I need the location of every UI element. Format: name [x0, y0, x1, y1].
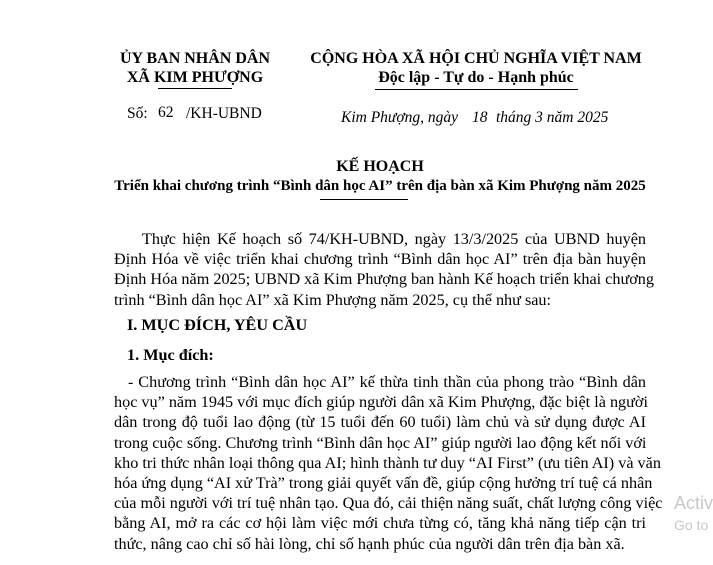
- document-number-label: Số:: [127, 105, 148, 122]
- date-day: 18: [472, 109, 488, 126]
- intro-line: Thực hiện Kế hoạch số 74/KH-UBND, ngày 13/3/2025 của UBND huyện: [142, 230, 646, 248]
- intro-line: Định Hóa năm 2025; UBND xã Kim Phượng ban hành Kế hoạch triển khai chương: [114, 270, 654, 289]
- body-line: học vụ” năm 1945 với mục đích giúp người dân xã Kim Phượng, đặc biệt là người: [114, 393, 648, 412]
- activation-watermark-hint: Go to: [674, 517, 709, 533]
- body-line: thức, nâng cao chỉ số hài lòng, chỉ số hạnh phúc của người dân trên địa bàn xã.: [114, 534, 625, 553]
- date-rest: tháng 3 năm 2025: [496, 109, 609, 126]
- document-number: 62: [158, 104, 174, 121]
- body-line: bằng AI, mở ra các cơ hội làm việc mới chưa từng có, tăng khả năng tiếp cận tri: [114, 514, 646, 533]
- motto-underline: [375, 89, 578, 90]
- intro-line: Định Hóa về việc triển khai chương trình “Bình dân học AI” trên địa bàn huyện: [114, 250, 646, 269]
- purpose-paragraph: [114, 372, 663, 554]
- body-line: dân trong độ tuổi lao động (từ 15 tuổi đến 60 tuổi) làm chủ và sử dụng được AI: [114, 413, 646, 432]
- intro-paragraph: [114, 229, 654, 310]
- agency-name: ỦY BAN NHÂN DÂN: [119, 50, 271, 67]
- commune-name: XÃ KIM PHƯỢNG: [126, 69, 264, 86]
- date-prefix: Kim Phượng, ngày: [341, 109, 459, 126]
- agency-underline: [158, 88, 232, 89]
- body-line: của mỗi người với trí tuệ nhân tạo. Qua đó, cải thiện năng suất, chất lượng công việc: [114, 494, 663, 513]
- section-heading: I. MỤC ĐÍCH, YÊU CẦU: [127, 316, 308, 334]
- national-title: CỘNG HÒA XÃ HỘI CHỦ NGHĨA VIỆT NAM: [310, 50, 642, 67]
- document-title: KẾ HOẠCH: [336, 158, 424, 175]
- subsection-heading: 1. Mục đích:: [127, 346, 214, 364]
- subtitle-underline: [320, 199, 408, 200]
- body-line: trong cuộc sống. Chương trình “Bình dân học AI” giúp người lao động kết nối với: [114, 433, 647, 452]
- document-number-suffix: /KH-UBND: [186, 105, 262, 122]
- activation-watermark-title: Activ: [674, 493, 713, 513]
- intro-line: trình “Bình dân học AI” xã Kim Phượng năm 2025, cụ thể như sau:: [114, 290, 552, 309]
- document-subtitle: Triển khai chương trình “Bình dân học AI” trên địa bàn xã Kim Phượng năm 2025: [114, 178, 646, 194]
- body-line: hóa ứng dụng “AI xử Trà” trong giải quyết vấn đề, giúp cộng hưởng trí tuệ cá nhân: [114, 474, 653, 493]
- body-line: - Chương trình “Bình dân học AI” kế thừa tinh thần của phong trào “Bình dân: [128, 373, 646, 391]
- national-motto: Độc lập - Tự do - Hạnh phúc: [378, 69, 574, 86]
- body-line: kho tri thức nhân loại thông qua AI; hình thành tư duy “AI First” (ưu tiên AI) và văn: [114, 453, 661, 472]
